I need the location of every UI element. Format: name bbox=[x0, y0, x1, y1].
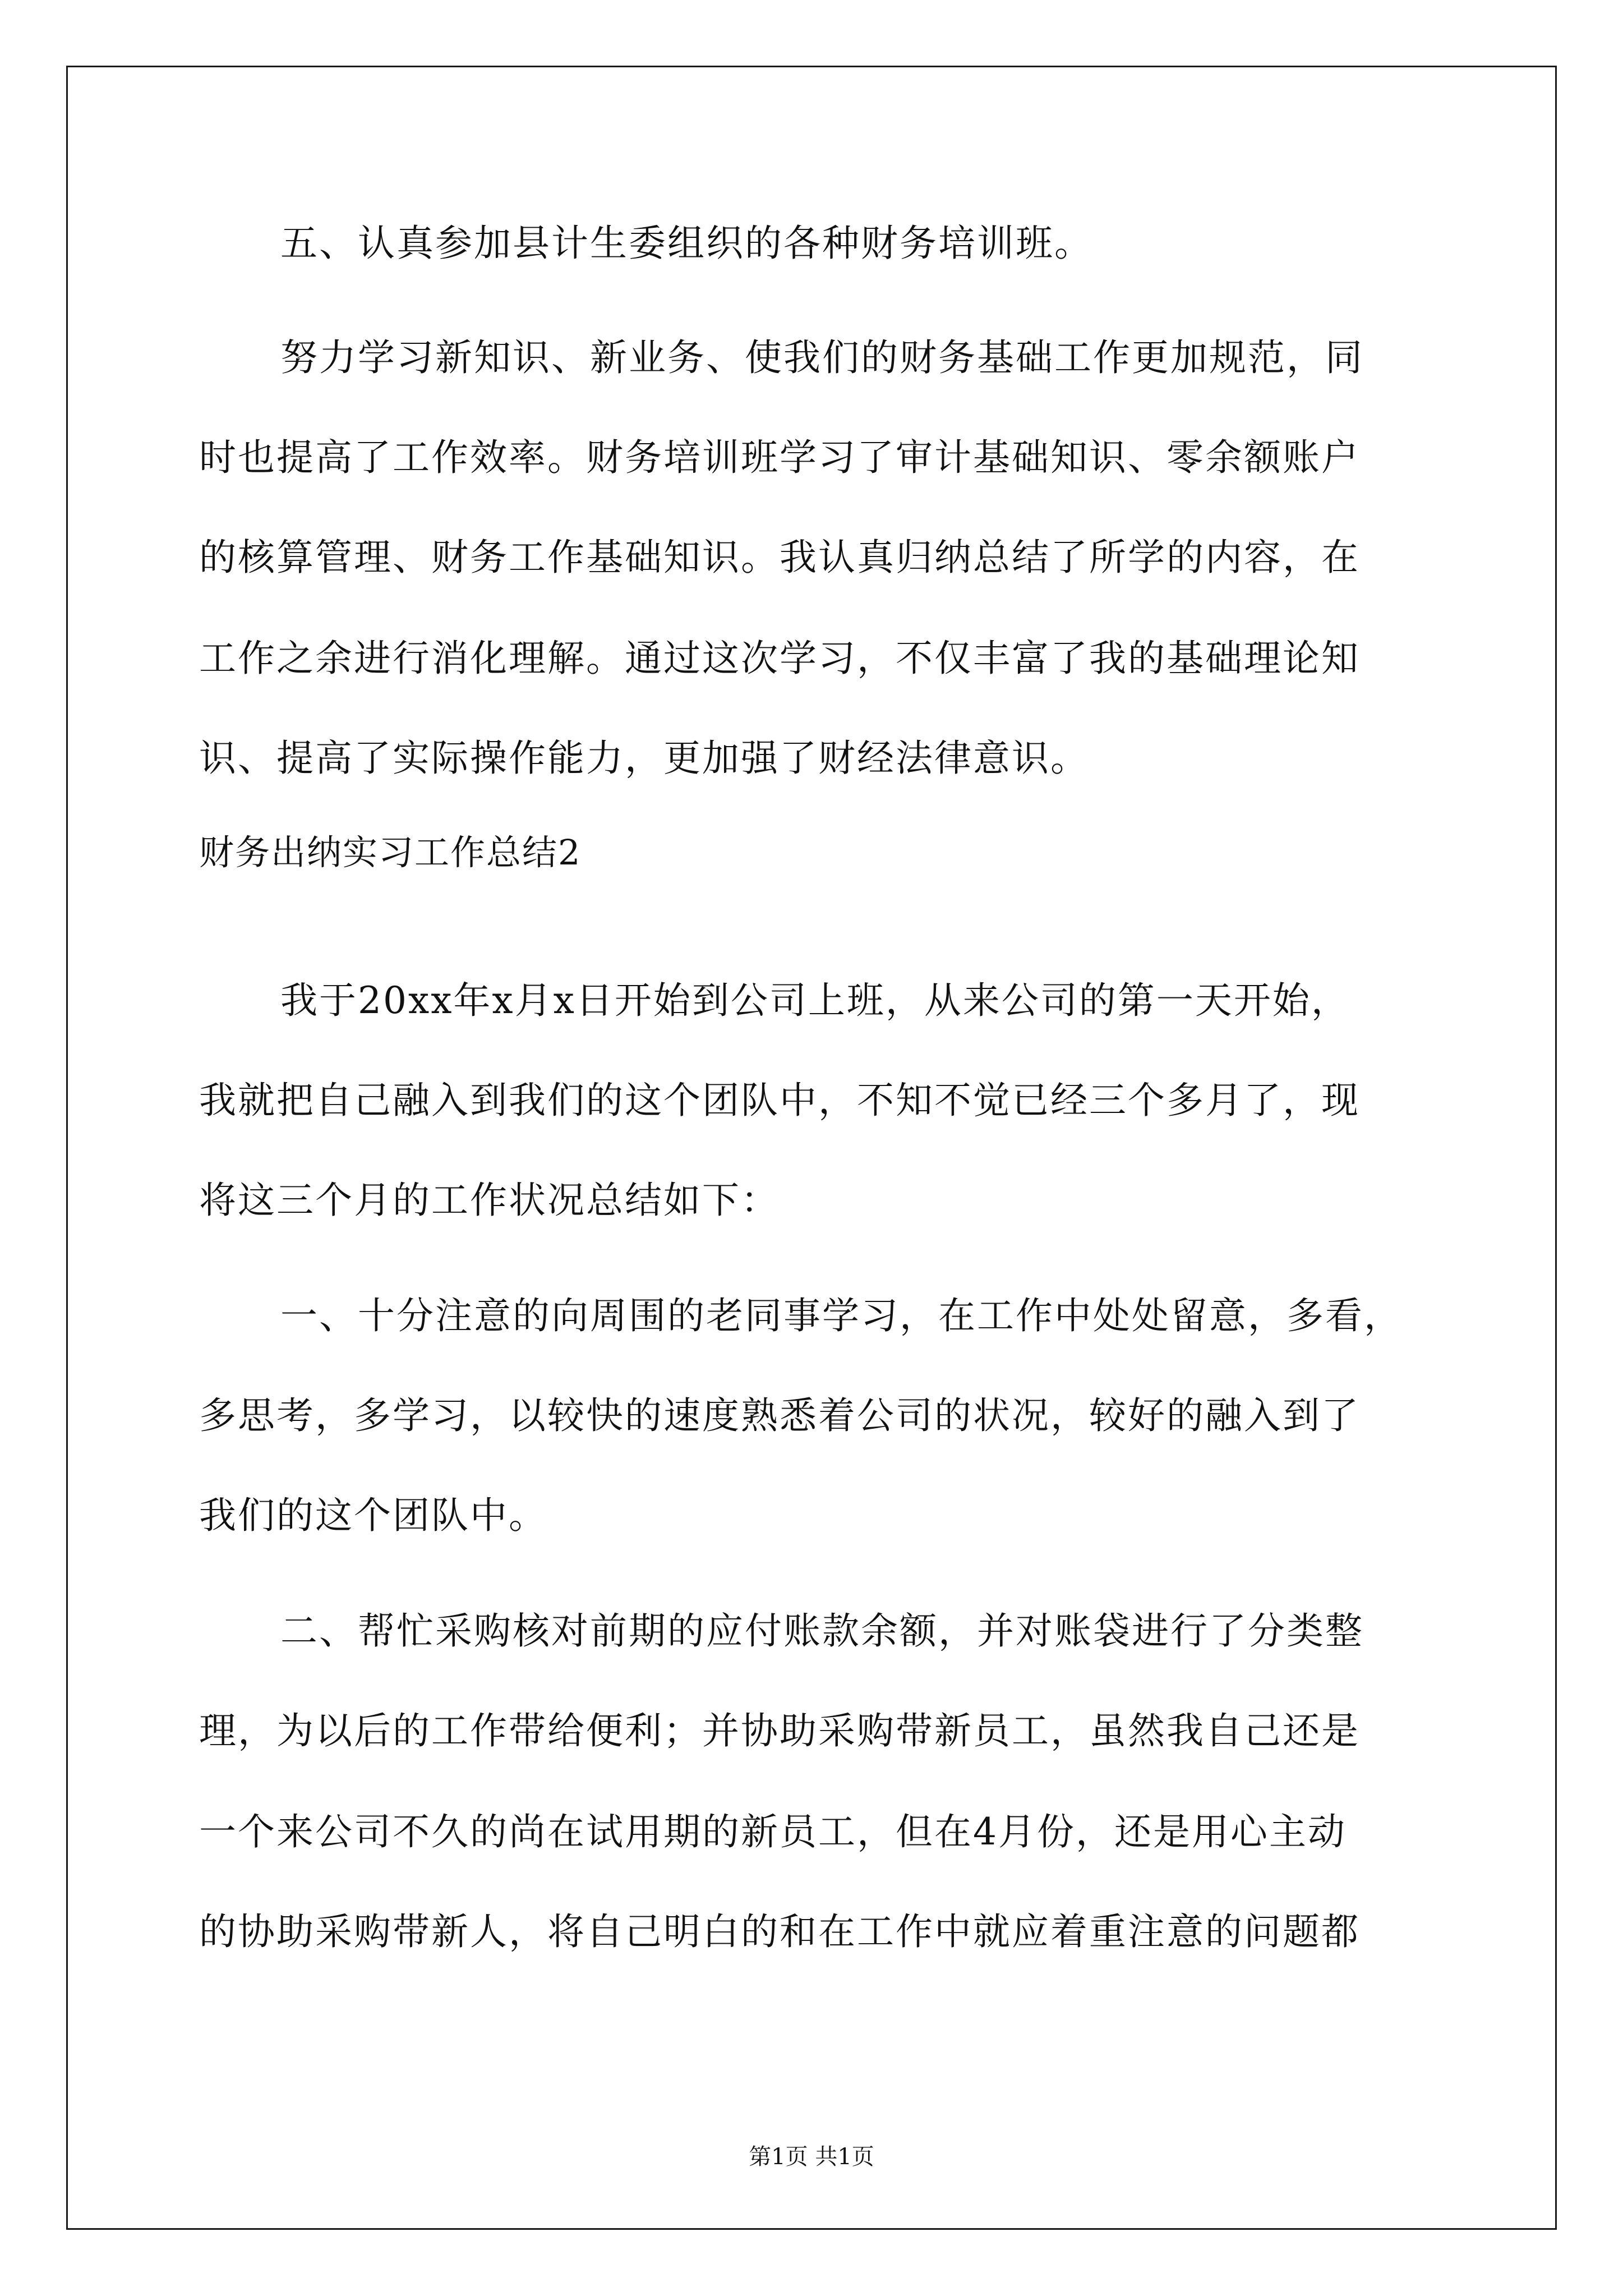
text-line: 理，为以后的工作带给便利；并协助采购带新员工，虽然我自己还是 bbox=[199, 1709, 1360, 1752]
text-line: 我们的这个团队中。 bbox=[199, 1494, 547, 1537]
text-line: 的核算管理、财务工作基础知识。我认真归纳总结了所学的内容，在 bbox=[199, 536, 1360, 579]
text-line: 五、认真参加县计生委组织的各种财务培训班。 bbox=[280, 222, 1093, 265]
text-line: 的协助采购带新人，将自己明白的和在工作中就应着重注意的问题都 bbox=[199, 1910, 1360, 1953]
text-line: 一个来公司不久的尚在试用期的新员工，但在4月份，还是用心主动 bbox=[199, 1810, 1347, 1853]
text-line: 一、十分注意的向周围的老同事学习，在工作中处处留意，多看， bbox=[280, 1294, 1403, 1337]
text-line: 二、帮忙采购核对前期的应付账款余额，并对账袋进行了分类整 bbox=[280, 1609, 1364, 1653]
text-line: 努力学习新知识、新业务、使我们的财务基础工作更加规范，同 bbox=[280, 336, 1364, 379]
section-heading: 财务出纳实习工作总结2 bbox=[199, 832, 582, 873]
text-line: 我就把自己融入到我们的这个团队中，不知不觉已经三个多月了，现 bbox=[199, 1079, 1360, 1122]
text-line: 识、提高了实际操作能力，更加强了财经法律意识。 bbox=[199, 737, 1089, 780]
text-line: 时也提高了工作效率。财务培训班学习了审计基础知识、零余额账户 bbox=[199, 436, 1360, 479]
text-line: 将这三个月的工作状况总结如下： bbox=[199, 1179, 780, 1222]
text-line: 工作之余进行消化理解。通过这次学习，不仅丰富了我的基础理论知 bbox=[199, 637, 1360, 680]
page-footer: 第1页 共1页 bbox=[749, 2144, 874, 2170]
text-line: 多思考，多学习，以较快的速度熟悉着公司的状况，较好的融入到了 bbox=[199, 1394, 1360, 1437]
text-line: 我于20xx年x月x日开始到公司上班，从来公司的第一天开始， bbox=[280, 979, 1350, 1022]
page-border bbox=[66, 66, 1557, 2230]
